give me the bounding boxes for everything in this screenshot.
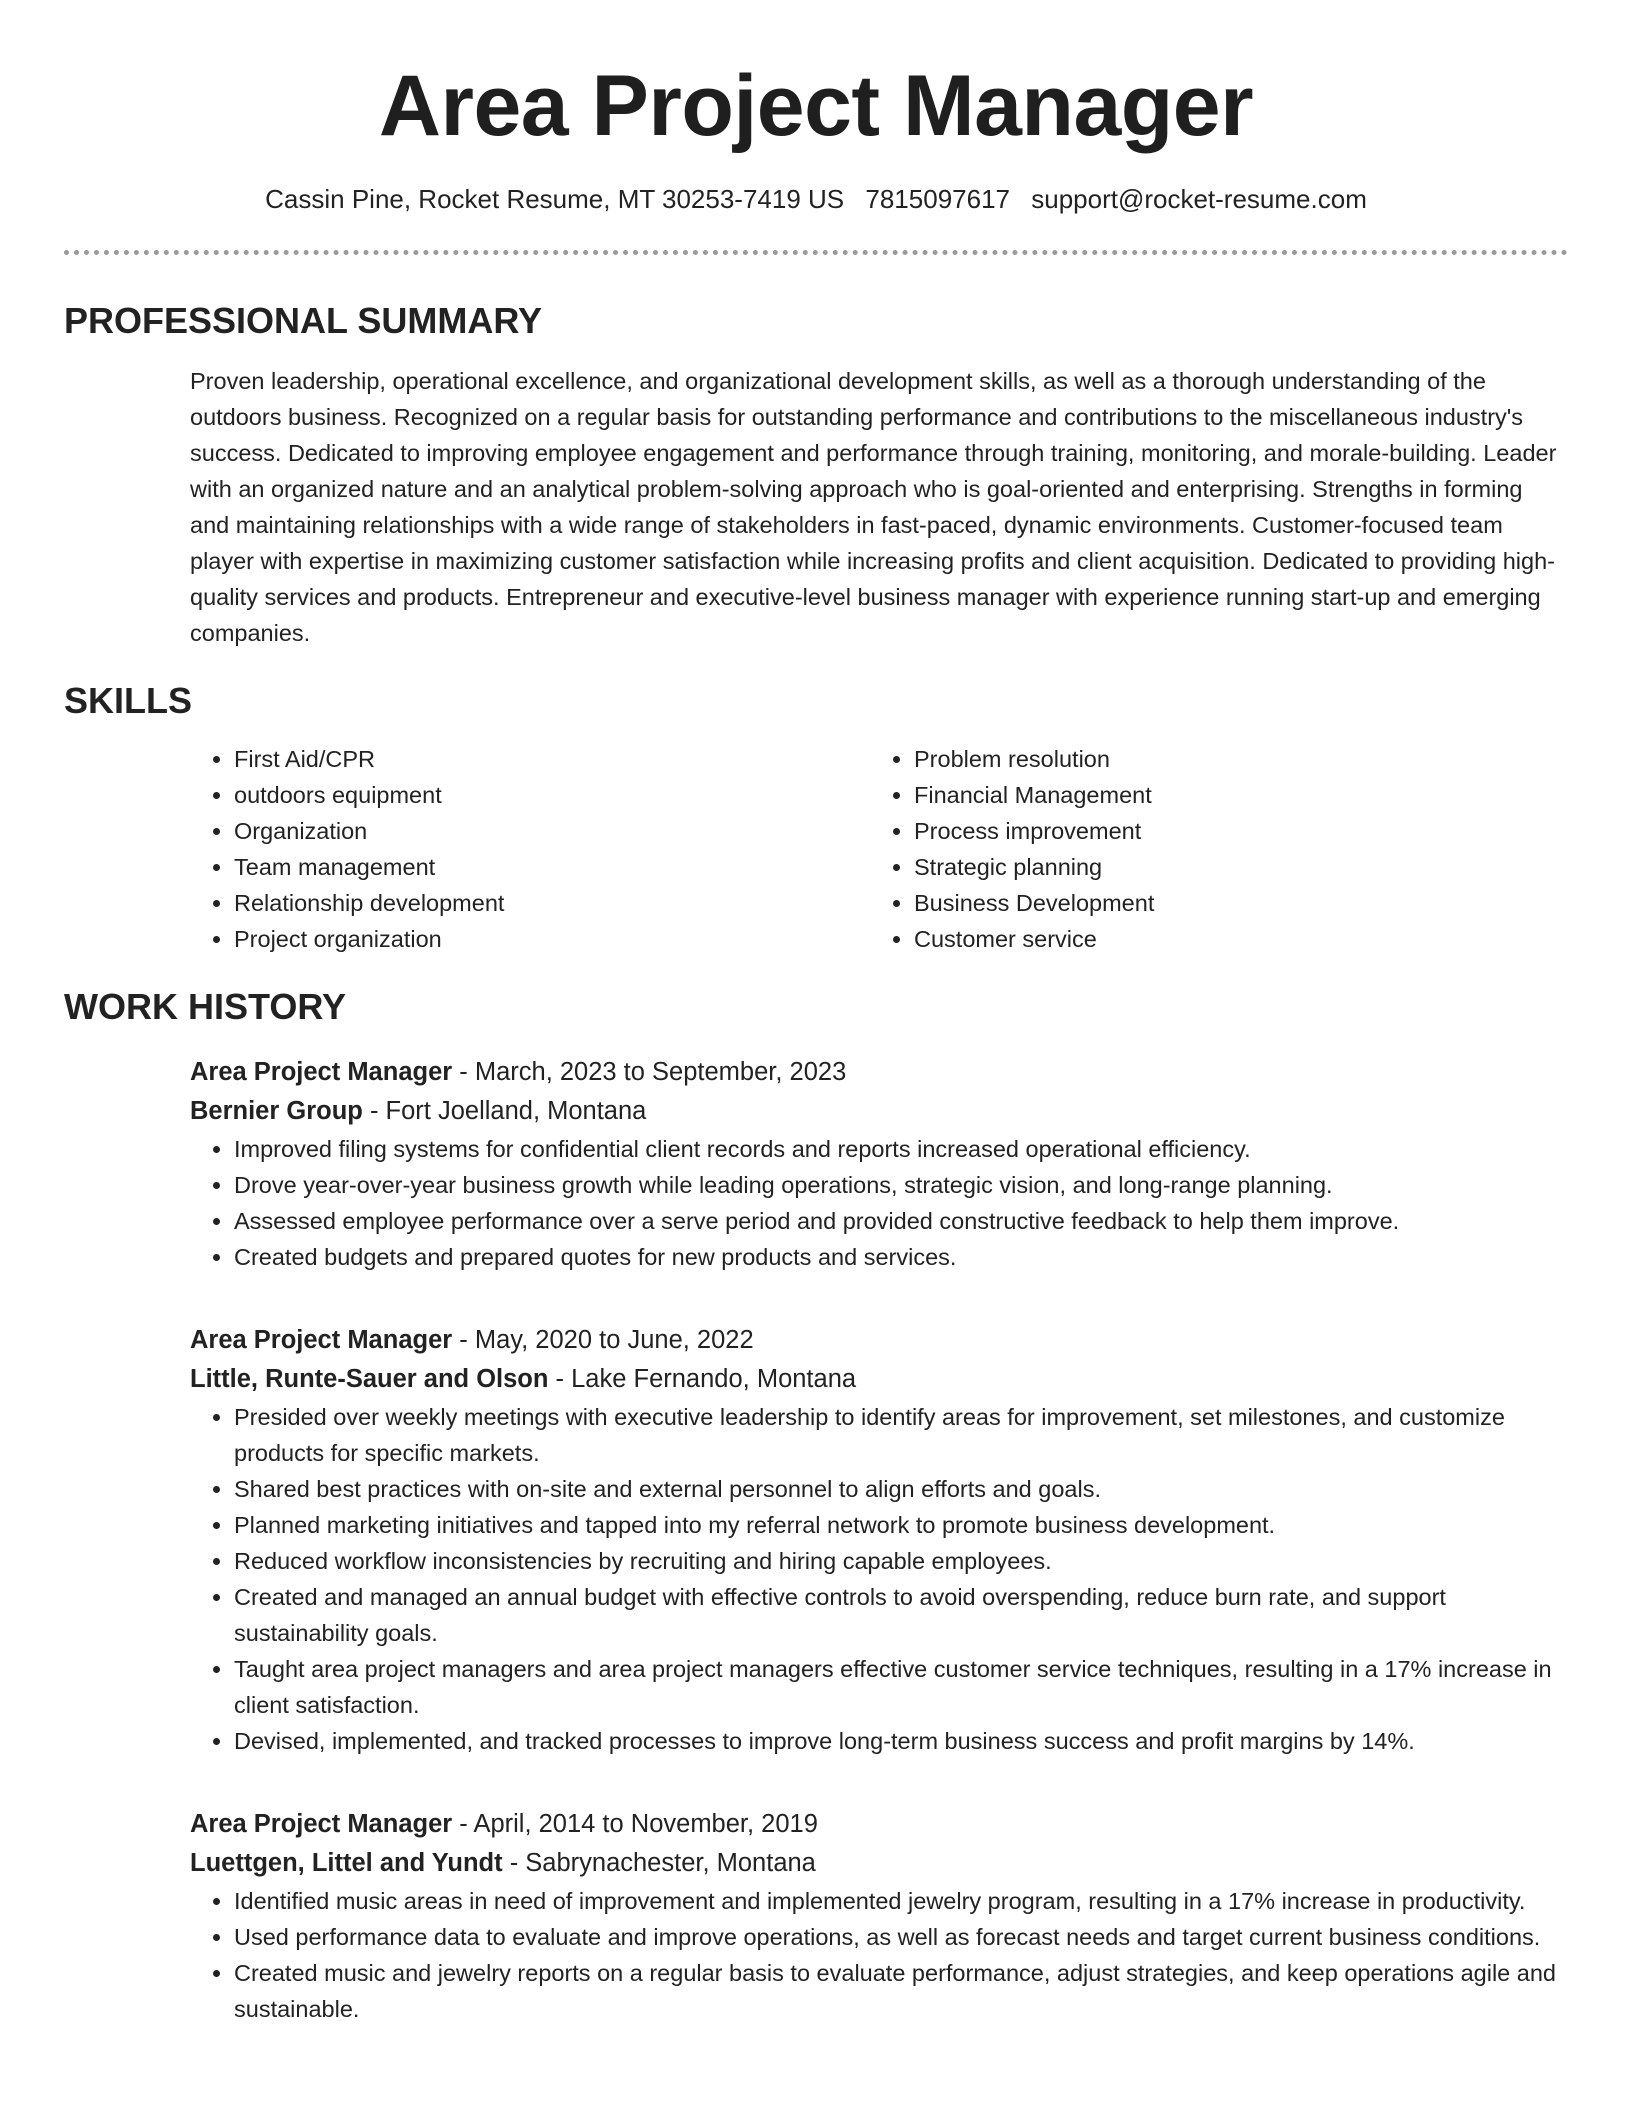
skill-item: • Customer service bbox=[914, 921, 1550, 957]
header-divider bbox=[64, 250, 1568, 255]
job-company: Little, Runte-Sauer and Olson bbox=[190, 1365, 549, 1393]
contact-phone: 7815097617 bbox=[865, 184, 1010, 214]
work-history-heading: WORK HISTORY bbox=[64, 986, 347, 1027]
summary-heading: PROFESSIONAL SUMMARY bbox=[64, 300, 543, 341]
skills-column-right bbox=[870, 741, 1550, 957]
job-location: - Fort Joelland, Montana bbox=[362, 1097, 647, 1125]
skill-item: • Financial Management bbox=[914, 777, 1550, 813]
job-bullet: • Shared best practices with on-site and external personnel to align efforts and goals. bbox=[234, 1471, 1568, 1507]
skill-item: • Problem resolution bbox=[914, 741, 1550, 777]
contact-address: Cassin Pine, Rocket Resume, MT 30253-7419 US bbox=[265, 184, 845, 214]
skill-item: • Relationship development bbox=[234, 885, 870, 921]
skills-heading: SKILLS bbox=[64, 680, 193, 721]
work-history-list bbox=[190, 1053, 1568, 2027]
job-dates: - May, 2020 to June, 2022 bbox=[452, 1326, 754, 1354]
skill-item: • Business Development bbox=[914, 885, 1550, 921]
job-bullet: • Identified music areas in need of improvement and implemented jewelry program, resulting in a 17% increase in productivity. bbox=[234, 1883, 1568, 1919]
job-bullet: • Used performance data to evaluate and improve operations, as well as forecast needs and target current business conditions. bbox=[234, 1919, 1568, 1955]
job-location: - Lake Fernando, Montana bbox=[548, 1365, 857, 1393]
skill-item: • Project organization bbox=[234, 921, 870, 957]
job-title-line bbox=[190, 1321, 1568, 1360]
job-title: Area Project Manager bbox=[190, 1810, 453, 1838]
job-company: Bernier Group bbox=[190, 1097, 363, 1125]
job-bullet: • Created and managed an annual budget with effective controls to avoid overspending, reduce burn rate, and support sustainability goals. bbox=[234, 1579, 1568, 1651]
resume-title: Area Project Manager bbox=[378, 58, 1254, 154]
job-title: Area Project Manager bbox=[190, 1326, 453, 1354]
job-bullet: • Presided over weekly meetings with executive leadership to identify areas for improvement, set milestones, and customize products for specific markets. bbox=[234, 1399, 1568, 1471]
resume-page bbox=[64, 0, 1568, 2027]
job-bullet: • Devised, implemented, and tracked processes to improve long-term business success and profit margins by 14%. bbox=[234, 1723, 1568, 1759]
skill-item: • Organization bbox=[234, 813, 870, 849]
job-bullet: • Improved filing systems for confidential client records and reports increased operational efficiency. bbox=[234, 1131, 1568, 1167]
job-dates: - April, 2014 to November, 2019 bbox=[452, 1810, 818, 1838]
job-company: Luettgen, Littel and Yundt bbox=[190, 1849, 503, 1877]
job-entry bbox=[190, 1321, 1568, 1759]
job-entry bbox=[190, 1053, 1568, 1275]
contact-line bbox=[64, 182, 1568, 216]
job-bullet: • Created music and jewelry reports on a regular basis to evaluate performance, adjust strategies, and keep operations agile and sustainable. bbox=[234, 1955, 1568, 2027]
job-title: Area Project Manager bbox=[190, 1058, 453, 1086]
skill-item: • Team management bbox=[234, 849, 870, 885]
skill-item: • outdoors equipment bbox=[234, 777, 870, 813]
job-bullets bbox=[190, 1399, 1568, 1759]
job-bullet: • Reduced workflow inconsistencies by recruiting and hiring capable employees. bbox=[234, 1543, 1568, 1579]
job-location: - Sabrynachester, Montana bbox=[502, 1849, 816, 1877]
job-company-line bbox=[190, 1360, 1568, 1399]
skills-list bbox=[190, 741, 1568, 957]
job-bullet: • Drove year-over-year business growth while leading operations, strategic vision, and long-range planning. bbox=[234, 1167, 1568, 1203]
skills-column-left bbox=[190, 741, 870, 957]
skill-item: • Strategic planning bbox=[914, 849, 1550, 885]
job-bullet: • Created budgets and prepared quotes for new products and services. bbox=[234, 1239, 1568, 1275]
job-bullets bbox=[190, 1131, 1568, 1275]
contact-email: support@rocket-resume.com bbox=[1031, 184, 1367, 214]
summary-text: Proven leadership, operational excellence, and organizational development skills, as well as a thorough understanding of the outdoors business. Recognized on a regular basis for outstanding performance and contributions to the miscellaneous industry's success. Dedicated to improving employee engagement and performance through training, monitoring, and morale-building. Leader with an organized nature and an analytical problem-solving approach who is goal-oriented and enterprising. Strengths in forming and maintaining relationships with a wide range of stakeholders in fast-paced, dynamic environments. Customer-focused team player with expertise in maximizing customer satisfaction while increasing profits and client acquisition. Dedicated to providing high-quality services and products. Entrepreneur and executive-level business manager with experience running start-up and emerging companies. bbox=[190, 368, 1557, 646]
job-dates: - March, 2023 to September, 2023 bbox=[452, 1058, 847, 1086]
job-title-line bbox=[190, 1053, 1568, 1092]
job-bullets bbox=[190, 1883, 1568, 2027]
job-bullet: • Taught area project managers and area project managers effective customer service techniques, resulting in a 17% increase in client satisfaction. bbox=[234, 1651, 1568, 1723]
job-company-line bbox=[190, 1844, 1568, 1883]
job-title-line bbox=[190, 1805, 1568, 1844]
job-bullet: • Assessed employee performance over a serve period and provided constructive feedback to help them improve. bbox=[234, 1203, 1568, 1239]
job-company-line bbox=[190, 1092, 1568, 1131]
skill-item: • Process improvement bbox=[914, 813, 1550, 849]
job-bullet: • Planned marketing initiatives and tapped into my referral network to promote business development. bbox=[234, 1507, 1568, 1543]
skill-item: • First Aid/CPR bbox=[234, 741, 870, 777]
job-entry bbox=[190, 1805, 1568, 2027]
